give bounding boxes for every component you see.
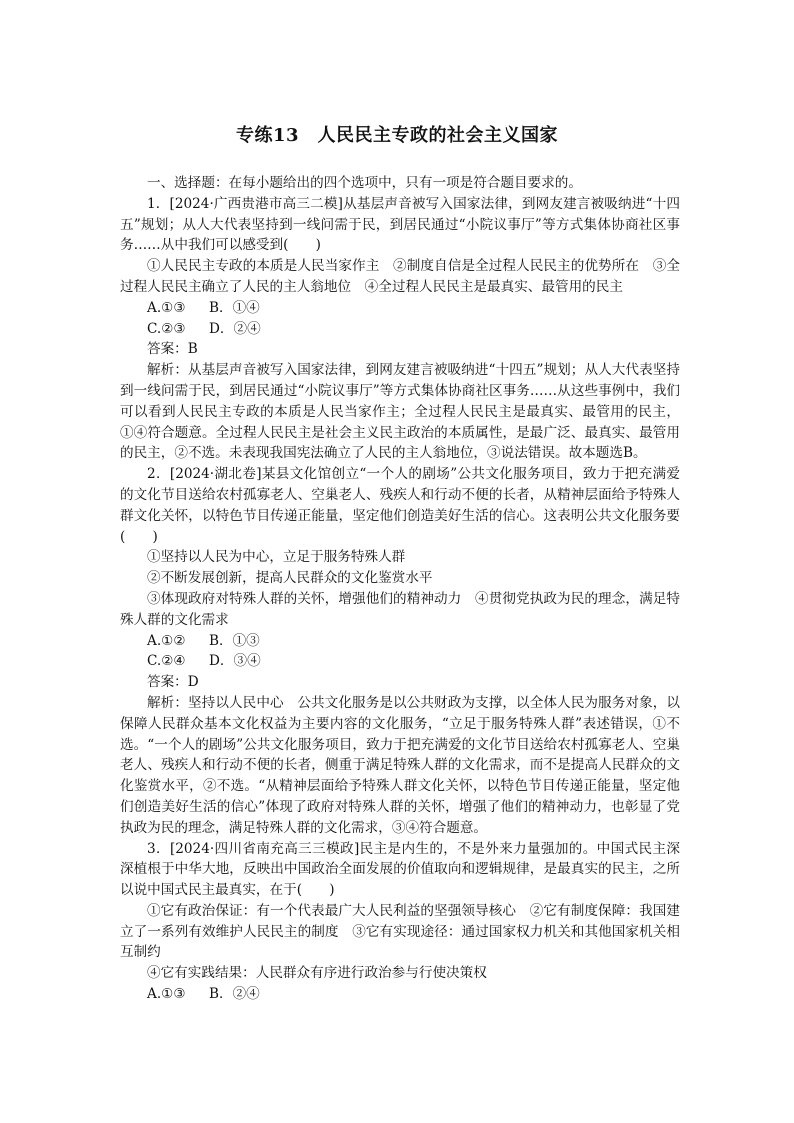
question-1-option-c: C.②③ bbox=[147, 320, 186, 337]
question-1-option-d: D．②④ bbox=[209, 320, 261, 337]
question-1-stem: 1．[2024·广西贵港市高三二模]从基层声音被写入国家法律，到网友建言被吸纳进“十四五”规划；从人大代表坚持到一线问需于民，到居民通过“小院议事厅”等方式集体协商社区事务……从中我们可以感受到( ) bbox=[120, 195, 680, 254]
question-2-statement-2: ②不断发展创新，提高人民群众的文化鉴赏水平 bbox=[147, 570, 433, 587]
question-2-analysis: 解析：坚持以人民中心 公共文化服务是以公共财政为支撑，以全体人民为服务对象，以保障人民群众基本文化权益为主要内容的文化服务，“立足于服务特殊人群”表述错误，①不选。“一个人的剧场”公共文化服务项目，致力于把充满爱的文化节目送给农村孤寡老人、空巢老人、残疾人和行动不便的长者，侧重于满足特殊人群的文化需求，而不是提高人民群众的文化鉴赏水平，②不选。“从精神层面给予特殊人群文化关怀，以特色节目传递正能量，坚定他们创造美好生活的信心”体现了政府对特殊人群的关怀，增强了他们的精神动力，也彰显了党执政为民的理念，满足特殊人群的文化需求，③④符合题意。 bbox=[120, 694, 680, 836]
question-2-statement-3-4: ③体现政府对特殊人群的关怀，增强他们的精神动力 ④贯彻党执政为民的理念，满足特殊人群的文化需求 bbox=[120, 590, 680, 628]
question-2-statement-1: ①坚持以人民为中心，立足于服务特殊人群 bbox=[147, 549, 406, 566]
question-1-statements: ①人民民主专政的本质是人民当家作主 ②制度自信是全过程人民民主的优势所在 ③全过程人民民主确立了人民的主人翁地位 ④全过程人民民主是最真实、最管用的民主 bbox=[120, 258, 680, 295]
question-2-option-b: B．①③ bbox=[209, 632, 260, 649]
document-body bbox=[120, 173, 680, 1005]
question-3-statements-1-3: ①它有政治保证：有一个代表最广大人民利益的坚强领导核心 ②它有制度保障：我国建立了一系列有效维护人民民主的制度 ③它有实现途径：通过国家权力机关和其他国家机关相互制约 bbox=[120, 902, 680, 961]
question-2-options-row-2 bbox=[120, 651, 680, 672]
question-1-options-row-1 bbox=[120, 298, 680, 319]
question-1-answer: 答案：B bbox=[147, 341, 198, 358]
question-1-option-b: B．①④ bbox=[209, 299, 260, 316]
section-heading: 一、选择题：在每小题给出的四个选项中，只有一项是符合题目要求的。 bbox=[147, 175, 582, 191]
question-2-stem: 2．[2024·湖北卷]某县文化馆创立“一个人的剧场”公共文化服务项目，致力于把充满爱的文化节目送给农村孤寡老人、空巢老人、残疾人和行动不便的长者，从精神层面给予特殊人群文化关怀，以特色节目传递正能量，坚定他们创造美好生活的信心。这表明公共文化服务要( ) bbox=[120, 466, 680, 545]
question-1-analysis: 解析：从基层声音被写入国家法律，到网友建言被吸纳进“十四五”规划；从人大代表坚持到一线问需于民，到居民通过“小院议事厅”等方式集体协商社区事务……从这些事例中，我们可以看到人民民主专政的本质是人民当家作主；全过程人民民主是最真实、最管用的民主，①④符合题意。全过程人民民主是社会主义民主政治的本质属性，是最广泛、最真实、最管用的民主，②不选。未表现我国宪法确立了人民的主人翁地位，③说法错误。故本题选B。 bbox=[120, 362, 680, 462]
question-3-option-b: B．②④ bbox=[209, 986, 260, 1003]
question-3-options-row-1 bbox=[120, 984, 680, 1005]
question-1-options-row-2 bbox=[120, 319, 680, 340]
page-title: 专练13 人民民主专政的社会主义国家 bbox=[235, 125, 559, 146]
question-3-option-a: A.①③ bbox=[147, 986, 186, 1003]
question-1-option-a: A.①③ bbox=[147, 299, 186, 316]
question-2-answer: 答案：D bbox=[147, 674, 199, 691]
question-2-options-row-1 bbox=[120, 631, 680, 652]
question-2-option-c: C.②④ bbox=[147, 653, 186, 670]
question-3-statement-4: ④它有实践结果：人民群众有序进行政治参与行使决策权 bbox=[147, 965, 487, 982]
question-2-option-d: D．③④ bbox=[209, 653, 261, 670]
question-3-stem: 3．[2024·四川省南充高三三模政]民主是内生的，不是外来力量强加的。中国式民主深深植根于中华大地，反映出中国政治全面发展的价值取向和逻辑规律，是最真实的民主，之所以说中国式民主最真实，在于( ) bbox=[120, 840, 680, 899]
question-2-option-a: A.①② bbox=[147, 632, 186, 649]
